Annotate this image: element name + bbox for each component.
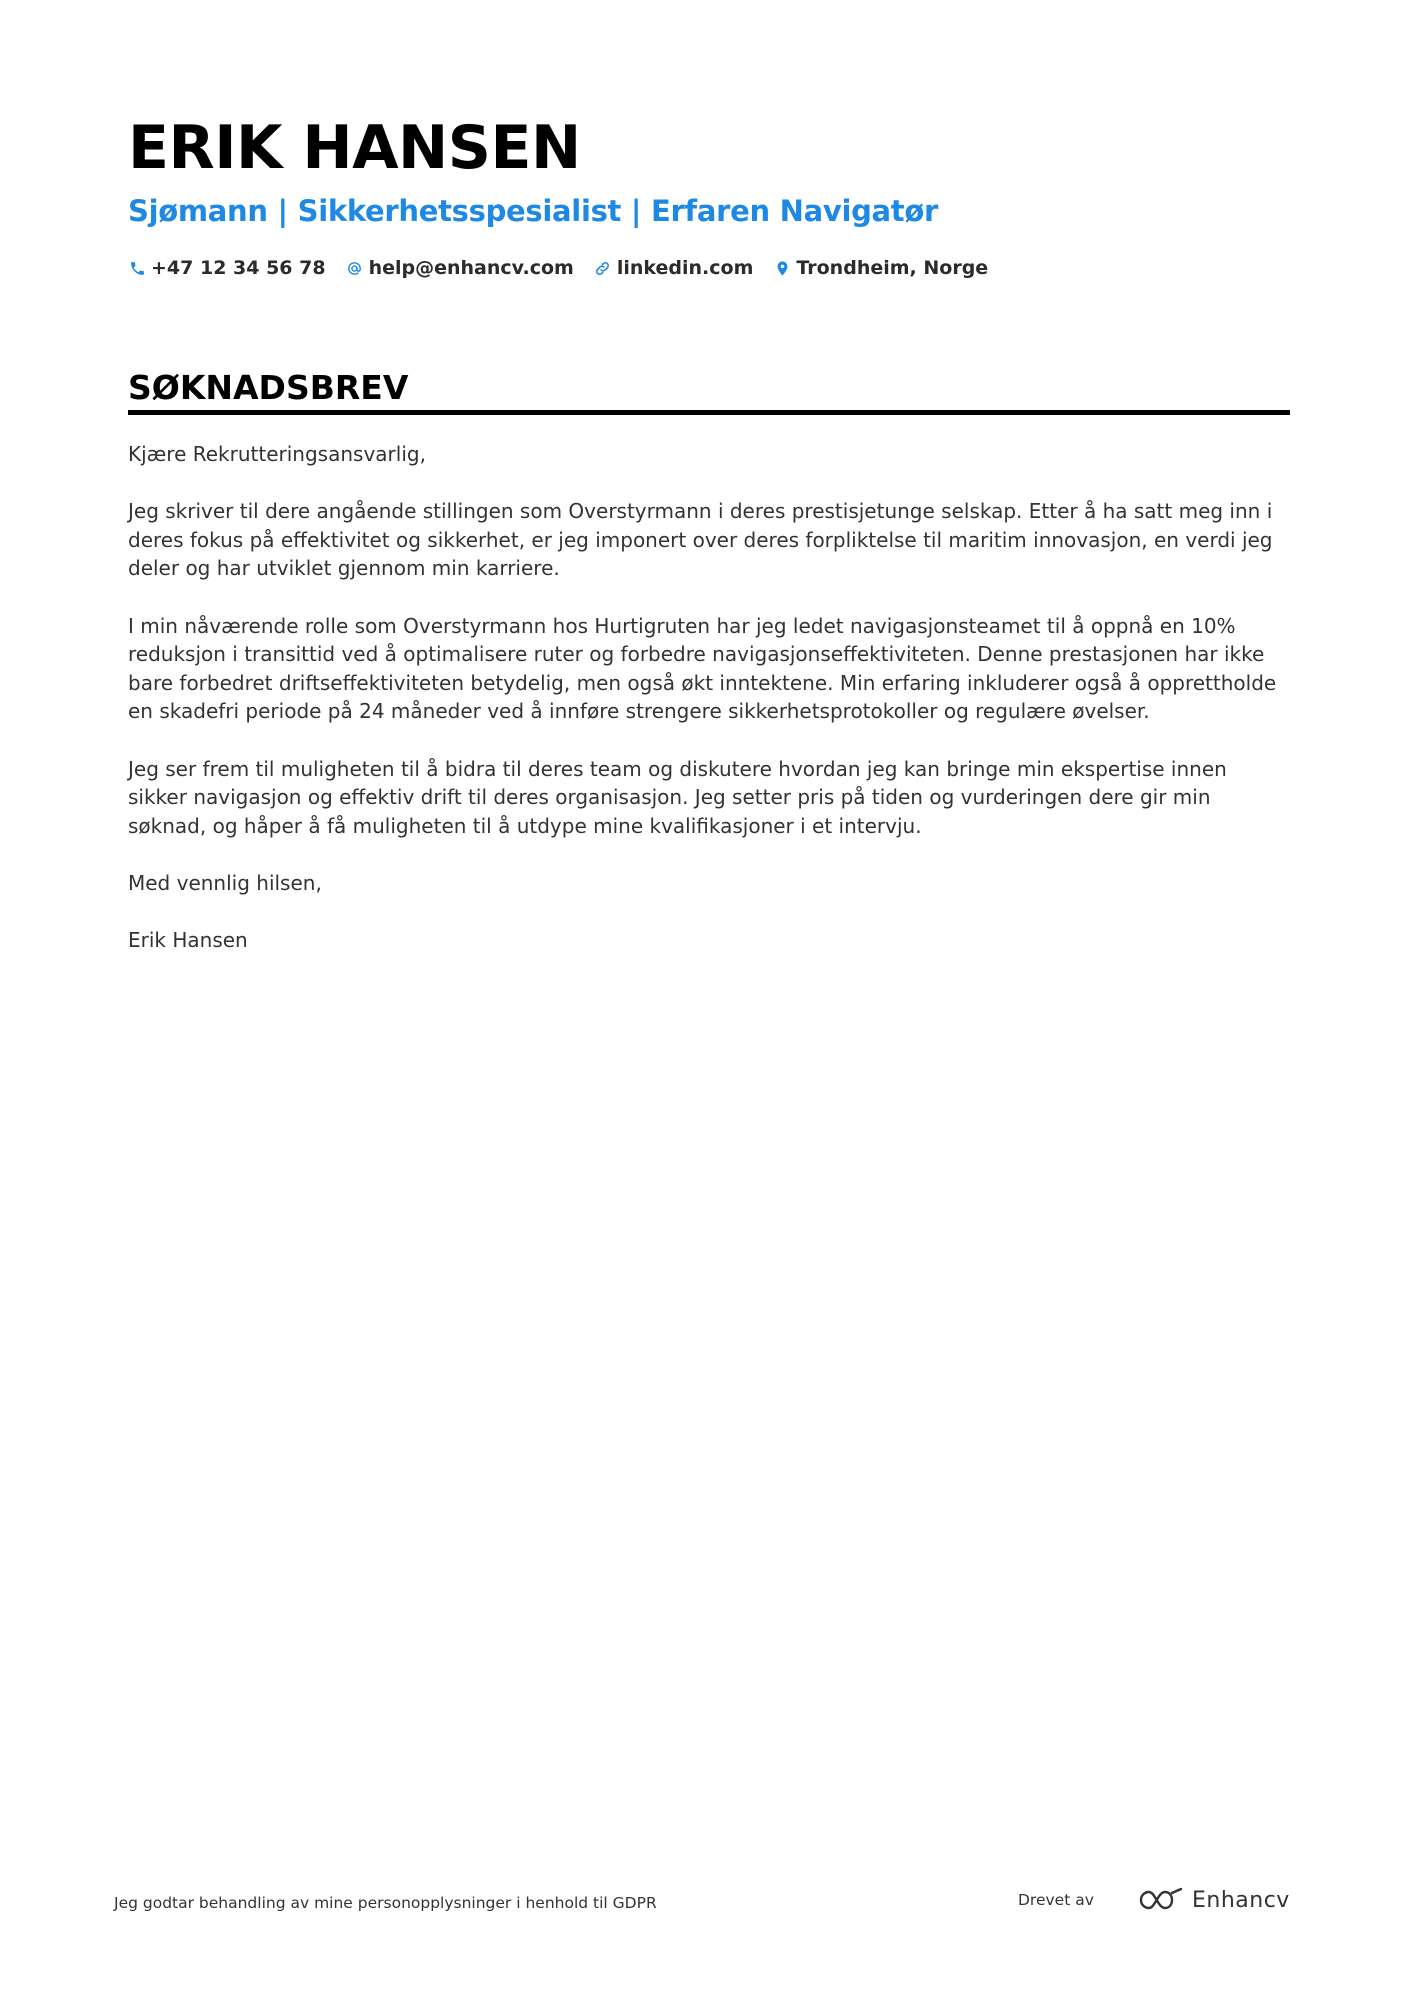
enhancv-logo-icon bbox=[1138, 1887, 1184, 1913]
letter-paragraph: Jeg ser frem til muligheten til å bidra til deres team og diskutere hvordan jeg kan bringe min ekspertise innen sikker navigasjon og effektiv drift til deres organisasjon. Jeg setter pris på tiden og vurderingen dere gir min søknad, og håper å få muligheten til å utdype mine kvalifikasjoner i et intervju. bbox=[128, 756, 1227, 838]
section-divider bbox=[128, 410, 1290, 415]
contact-location bbox=[773, 257, 988, 279]
gdpr-consent-text: Jeg godtar behandling av mine personopplysninger i henhold til GDPR bbox=[114, 1894, 657, 1912]
contact-info bbox=[128, 254, 1008, 282]
letter-paragraph: I min nåværende rolle som Overstyrmann hos Hurtigruten har jeg ledet navigasjonsteamet til å oppnå en 10% reduksjon i transittid ved å optimalisere ruter og forbedre navigasjonseffektiviteten. Denne prestasjonen har ikke bare forbedret driftseffektiviteten betydelig, men også økt inntektene. Min erfaring inkluderer også å opprettholde en skadefri periode på 24 måneder ved å innføre strengere sikkerhetsprotokoller og regulære øvelser. bbox=[128, 613, 1277, 724]
applicant-title: Sjømann | Sikkerhetsspesialist | Erfaren Navigatør bbox=[128, 194, 938, 228]
location-text: Trondheim, Norge bbox=[796, 257, 989, 279]
applicant-name: ERIK HANSEN bbox=[128, 113, 581, 183]
powered-by-label: Drevet av bbox=[1018, 1891, 1094, 1909]
letter-greeting: Kjære Rekrutteringsansvarlig, bbox=[128, 442, 426, 466]
phone-number: +47 12 34 56 78 bbox=[151, 257, 326, 279]
letter-paragraph: Jeg skriver til dere angående stillingen som Overstyrmann i deres prestisjetunge selskap. Etter å ha satt meg inn i deres fokus på effektivitet og sikkerhet, er jeg imponert over deres forpliktelse til maritim innovasjon, en verdi jeg deler og har utviklet gjennom min karriere. bbox=[128, 499, 1273, 581]
contact-linkedin[interactable] bbox=[594, 257, 754, 279]
linkedin-url: linkedin.com bbox=[616, 257, 754, 279]
letter-closing: Med vennlig hilsen, bbox=[128, 870, 322, 895]
at-icon bbox=[346, 259, 364, 277]
letter-body bbox=[128, 440, 1290, 983]
letter-signature: Erik Hansen bbox=[128, 928, 248, 953]
enhancv-logo[interactable] bbox=[1138, 1884, 1290, 1916]
email-address: help@enhancv.com bbox=[368, 257, 574, 279]
enhancv-brand-name: Enhancv bbox=[1192, 1887, 1290, 1913]
location-pin-icon bbox=[773, 259, 791, 277]
contact-phone[interactable] bbox=[128, 257, 326, 279]
phone-icon bbox=[128, 259, 146, 277]
link-icon bbox=[594, 259, 612, 277]
contact-email[interactable] bbox=[346, 257, 574, 279]
section-title: SØKNADSBREV bbox=[128, 368, 409, 407]
